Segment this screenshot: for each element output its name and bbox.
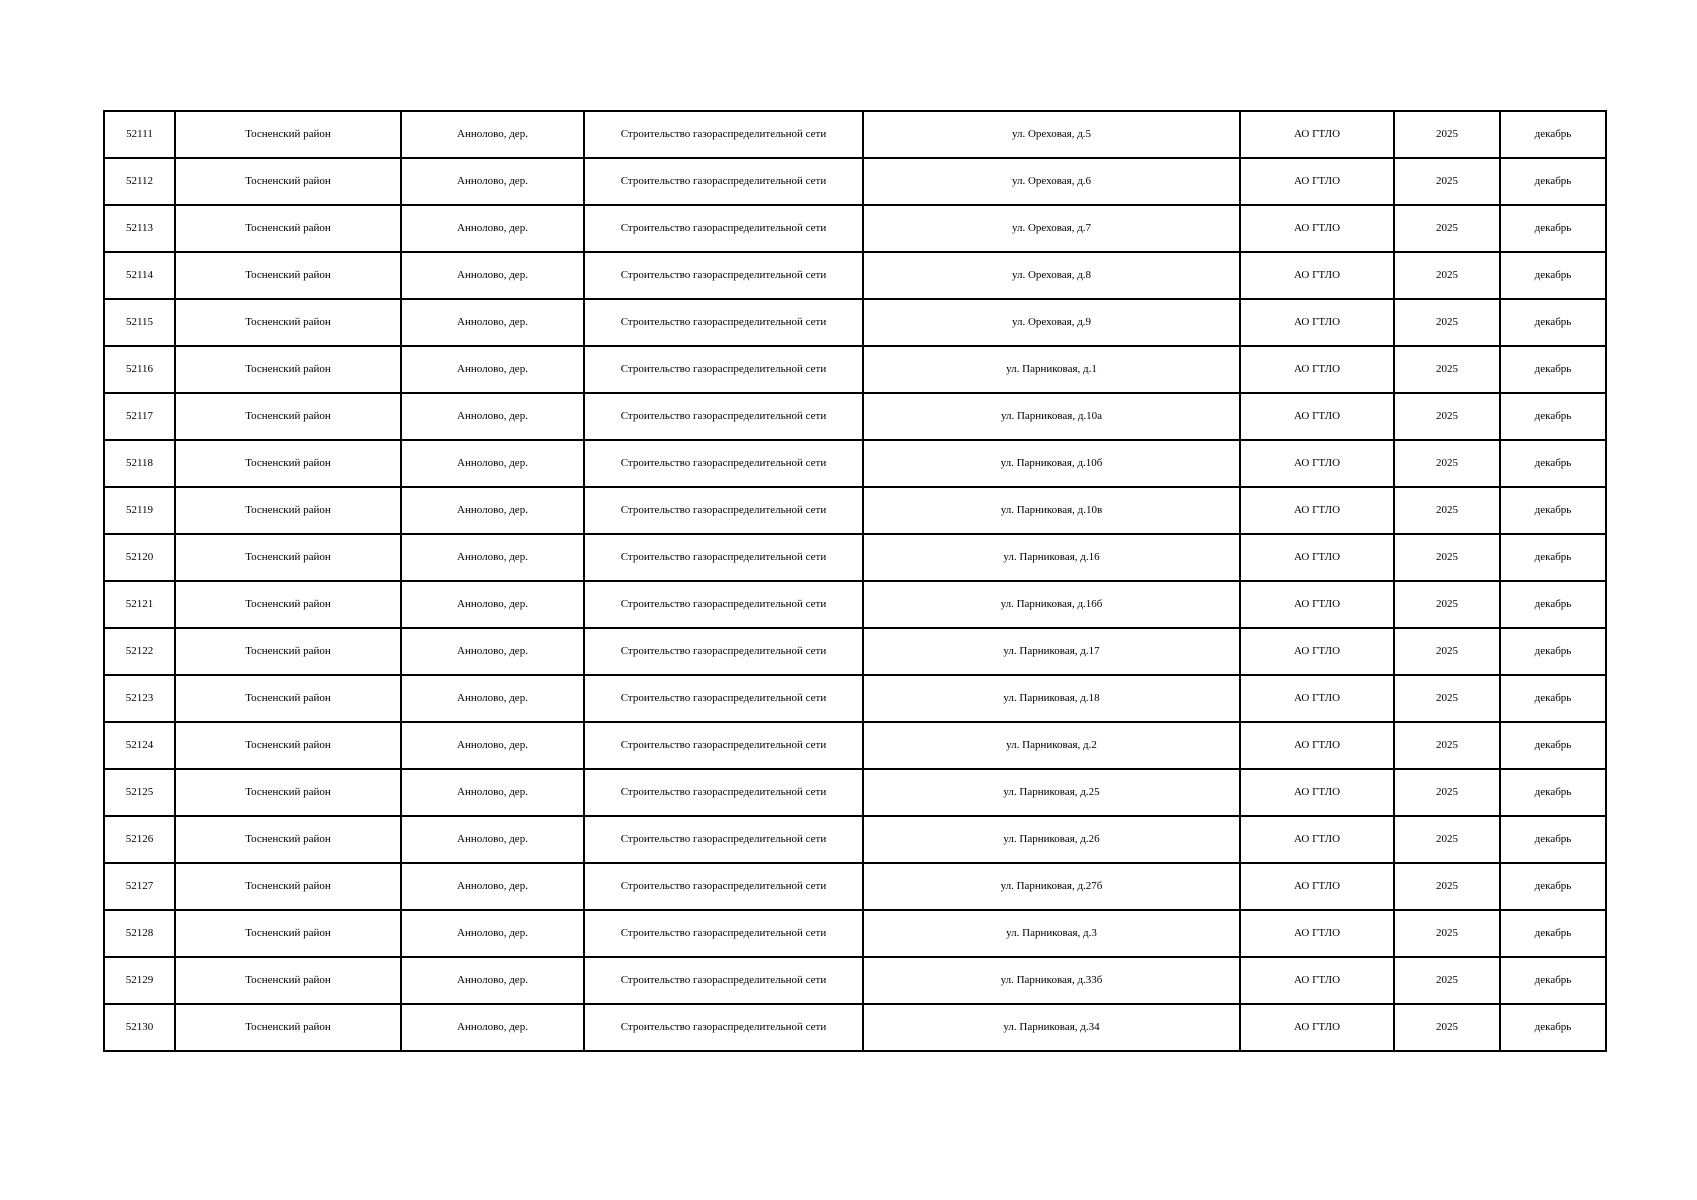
settlement-cell: Аннолово, дер. bbox=[401, 628, 584, 675]
district-cell: Тосненский район bbox=[175, 534, 401, 581]
settlement-cell: Аннолово, дер. bbox=[401, 440, 584, 487]
settlement-cell: Аннолово, дер. bbox=[401, 252, 584, 299]
organization-cell: АО ГТЛО bbox=[1240, 252, 1394, 299]
settlement-cell: Аннолово, дер. bbox=[401, 910, 584, 957]
district-cell: Тосненский район bbox=[175, 205, 401, 252]
work-type-cell: Строительство газораспределительной сети bbox=[584, 863, 863, 910]
month-cell: декабрь bbox=[1500, 299, 1606, 346]
year-cell: 2025 bbox=[1394, 722, 1500, 769]
year-cell: 2025 bbox=[1394, 440, 1500, 487]
address-cell: ул. Ореховая, д.7 bbox=[863, 205, 1240, 252]
work-type-cell: Строительство газораспределительной сети bbox=[584, 910, 863, 957]
settlement-cell: Аннолово, дер. bbox=[401, 675, 584, 722]
organization-cell: АО ГТЛО bbox=[1240, 205, 1394, 252]
table-row bbox=[104, 863, 1606, 910]
month-cell: декабрь bbox=[1500, 1004, 1606, 1051]
row-number-cell: 52125 bbox=[104, 769, 175, 816]
address-cell: ул. Парниковая, д.10а bbox=[863, 393, 1240, 440]
work-type-cell: Строительство газораспределительной сети bbox=[584, 346, 863, 393]
month-cell: декабрь bbox=[1500, 675, 1606, 722]
work-type-cell: Строительство газораспределительной сети bbox=[584, 581, 863, 628]
month-cell: декабрь bbox=[1500, 440, 1606, 487]
work-type-cell: Строительство газораспределительной сети bbox=[584, 957, 863, 1004]
address-cell: ул. Парниковая, д.27б bbox=[863, 863, 1240, 910]
row-number-cell: 52128 bbox=[104, 910, 175, 957]
organization-cell: АО ГТЛО bbox=[1240, 299, 1394, 346]
row-number-cell: 52114 bbox=[104, 252, 175, 299]
table-row bbox=[104, 299, 1606, 346]
month-cell: декабрь bbox=[1500, 722, 1606, 769]
address-cell: ул. Ореховая, д.5 bbox=[863, 111, 1240, 158]
organization-cell: АО ГТЛО bbox=[1240, 722, 1394, 769]
settlement-cell: Аннолово, дер. bbox=[401, 957, 584, 1004]
year-cell: 2025 bbox=[1394, 252, 1500, 299]
row-number-cell: 52124 bbox=[104, 722, 175, 769]
address-cell: ул. Парниковая, д.17 bbox=[863, 628, 1240, 675]
month-cell: декабрь bbox=[1500, 111, 1606, 158]
district-cell: Тосненский район bbox=[175, 487, 401, 534]
row-number-cell: 52121 bbox=[104, 581, 175, 628]
address-cell: ул. Парниковая, д.34 bbox=[863, 1004, 1240, 1051]
work-type-cell: Строительство газораспределительной сети bbox=[584, 111, 863, 158]
row-number-cell: 52118 bbox=[104, 440, 175, 487]
district-cell: Тосненский район bbox=[175, 816, 401, 863]
table-row bbox=[104, 393, 1606, 440]
month-cell: декабрь bbox=[1500, 957, 1606, 1004]
address-cell: ул. Парниковая, д.10в bbox=[863, 487, 1240, 534]
address-cell: ул. Парниковая, д.3 bbox=[863, 910, 1240, 957]
settlement-cell: Аннолово, дер. bbox=[401, 487, 584, 534]
settlement-cell: Аннолово, дер. bbox=[401, 158, 584, 205]
district-cell: Тосненский район bbox=[175, 581, 401, 628]
address-cell: ул. Ореховая, д.6 bbox=[863, 158, 1240, 205]
district-cell: Тосненский район bbox=[175, 299, 401, 346]
address-cell: ул. Парниковая, д.18 bbox=[863, 675, 1240, 722]
organization-cell: АО ГТЛО bbox=[1240, 487, 1394, 534]
table-row bbox=[104, 910, 1606, 957]
month-cell: декабрь bbox=[1500, 534, 1606, 581]
year-cell: 2025 bbox=[1394, 581, 1500, 628]
district-cell: Тосненский район bbox=[175, 957, 401, 1004]
year-cell: 2025 bbox=[1394, 675, 1500, 722]
row-number-cell: 52116 bbox=[104, 346, 175, 393]
gasification-schedule-table bbox=[103, 110, 1607, 1052]
district-cell: Тосненский район bbox=[175, 252, 401, 299]
district-cell: Тосненский район bbox=[175, 628, 401, 675]
year-cell: 2025 bbox=[1394, 769, 1500, 816]
district-cell: Тосненский район bbox=[175, 722, 401, 769]
row-number-cell: 52130 bbox=[104, 1004, 175, 1051]
month-cell: декабрь bbox=[1500, 346, 1606, 393]
year-cell: 2025 bbox=[1394, 863, 1500, 910]
work-type-cell: Строительство газораспределительной сети bbox=[584, 769, 863, 816]
month-cell: декабрь bbox=[1500, 863, 1606, 910]
organization-cell: АО ГТЛО bbox=[1240, 1004, 1394, 1051]
settlement-cell: Аннолово, дер. bbox=[401, 534, 584, 581]
organization-cell: АО ГТЛО bbox=[1240, 910, 1394, 957]
year-cell: 2025 bbox=[1394, 910, 1500, 957]
work-type-cell: Строительство газораспределительной сети bbox=[584, 205, 863, 252]
table-row bbox=[104, 816, 1606, 863]
organization-cell: АО ГТЛО bbox=[1240, 628, 1394, 675]
year-cell: 2025 bbox=[1394, 158, 1500, 205]
table-row bbox=[104, 158, 1606, 205]
settlement-cell: Аннолово, дер. bbox=[401, 816, 584, 863]
organization-cell: АО ГТЛО bbox=[1240, 534, 1394, 581]
settlement-cell: Аннолово, дер. bbox=[401, 111, 584, 158]
settlement-cell: Аннолово, дер. bbox=[401, 863, 584, 910]
district-cell: Тосненский район bbox=[175, 910, 401, 957]
table-row bbox=[104, 628, 1606, 675]
district-cell: Тосненский район bbox=[175, 769, 401, 816]
table-row bbox=[104, 252, 1606, 299]
settlement-cell: Аннолово, дер. bbox=[401, 722, 584, 769]
organization-cell: АО ГТЛО bbox=[1240, 346, 1394, 393]
settlement-cell: Аннолово, дер. bbox=[401, 205, 584, 252]
table-row bbox=[104, 111, 1606, 158]
work-type-cell: Строительство газораспределительной сети bbox=[584, 816, 863, 863]
month-cell: декабрь bbox=[1500, 487, 1606, 534]
month-cell: декабрь bbox=[1500, 628, 1606, 675]
table-row bbox=[104, 440, 1606, 487]
month-cell: декабрь bbox=[1500, 581, 1606, 628]
district-cell: Тосненский район bbox=[175, 158, 401, 205]
settlement-cell: Аннолово, дер. bbox=[401, 299, 584, 346]
year-cell: 2025 bbox=[1394, 1004, 1500, 1051]
row-number-cell: 52119 bbox=[104, 487, 175, 534]
work-type-cell: Строительство газораспределительной сети bbox=[584, 440, 863, 487]
district-cell: Тосненский район bbox=[175, 111, 401, 158]
organization-cell: АО ГТЛО bbox=[1240, 769, 1394, 816]
table-row bbox=[104, 1004, 1606, 1051]
address-cell: ул. Парниковая, д.26 bbox=[863, 816, 1240, 863]
year-cell: 2025 bbox=[1394, 205, 1500, 252]
organization-cell: АО ГТЛО bbox=[1240, 440, 1394, 487]
year-cell: 2025 bbox=[1394, 628, 1500, 675]
district-cell: Тосненский район bbox=[175, 393, 401, 440]
table-row bbox=[104, 581, 1606, 628]
organization-cell: АО ГТЛО bbox=[1240, 863, 1394, 910]
year-cell: 2025 bbox=[1394, 111, 1500, 158]
settlement-cell: Аннолово, дер. bbox=[401, 393, 584, 440]
work-type-cell: Строительство газораспределительной сети bbox=[584, 675, 863, 722]
row-number-cell: 52120 bbox=[104, 534, 175, 581]
work-type-cell: Строительство газораспределительной сети bbox=[584, 534, 863, 581]
work-type-cell: Строительство газораспределительной сети bbox=[584, 299, 863, 346]
district-cell: Тосненский район bbox=[175, 346, 401, 393]
district-cell: Тосненский район bbox=[175, 1004, 401, 1051]
organization-cell: АО ГТЛО bbox=[1240, 111, 1394, 158]
organization-cell: АО ГТЛО bbox=[1240, 816, 1394, 863]
month-cell: декабрь bbox=[1500, 910, 1606, 957]
year-cell: 2025 bbox=[1394, 299, 1500, 346]
settlement-cell: Аннолово, дер. bbox=[401, 1004, 584, 1051]
address-cell: ул. Парниковая, д.33б bbox=[863, 957, 1240, 1004]
row-number-cell: 52126 bbox=[104, 816, 175, 863]
row-number-cell: 52113 bbox=[104, 205, 175, 252]
table-row bbox=[104, 205, 1606, 252]
month-cell: декабрь bbox=[1500, 158, 1606, 205]
district-cell: Тосненский район bbox=[175, 440, 401, 487]
year-cell: 2025 bbox=[1394, 534, 1500, 581]
work-type-cell: Строительство газораспределительной сети bbox=[584, 628, 863, 675]
table-row bbox=[104, 722, 1606, 769]
year-cell: 2025 bbox=[1394, 393, 1500, 440]
table-body bbox=[104, 111, 1606, 1051]
table-row bbox=[104, 957, 1606, 1004]
row-number-cell: 52129 bbox=[104, 957, 175, 1004]
address-cell: ул. Ореховая, д.9 bbox=[863, 299, 1240, 346]
organization-cell: АО ГТЛО bbox=[1240, 957, 1394, 1004]
settlement-cell: Аннолово, дер. bbox=[401, 769, 584, 816]
work-type-cell: Строительство газораспределительной сети bbox=[584, 1004, 863, 1051]
row-number-cell: 52111 bbox=[104, 111, 175, 158]
row-number-cell: 52117 bbox=[104, 393, 175, 440]
settlement-cell: Аннолово, дер. bbox=[401, 581, 584, 628]
work-type-cell: Строительство газораспределительной сети bbox=[584, 158, 863, 205]
address-cell: ул. Парниковая, д.2 bbox=[863, 722, 1240, 769]
address-cell: ул. Парниковая, д.10б bbox=[863, 440, 1240, 487]
row-number-cell: 52112 bbox=[104, 158, 175, 205]
month-cell: декабрь bbox=[1500, 816, 1606, 863]
row-number-cell: 52115 bbox=[104, 299, 175, 346]
row-number-cell: 52127 bbox=[104, 863, 175, 910]
address-cell: ул. Парниковая, д.16б bbox=[863, 581, 1240, 628]
month-cell: декабрь bbox=[1500, 252, 1606, 299]
year-cell: 2025 bbox=[1394, 957, 1500, 1004]
table-row bbox=[104, 769, 1606, 816]
row-number-cell: 52122 bbox=[104, 628, 175, 675]
organization-cell: АО ГТЛО bbox=[1240, 675, 1394, 722]
settlement-cell: Аннолово, дер. bbox=[401, 346, 584, 393]
organization-cell: АО ГТЛО bbox=[1240, 581, 1394, 628]
month-cell: декабрь bbox=[1500, 205, 1606, 252]
address-cell: ул. Парниковая, д.16 bbox=[863, 534, 1240, 581]
year-cell: 2025 bbox=[1394, 346, 1500, 393]
address-cell: ул. Ореховая, д.8 bbox=[863, 252, 1240, 299]
district-cell: Тосненский район bbox=[175, 675, 401, 722]
month-cell: декабрь bbox=[1500, 769, 1606, 816]
district-cell: Тосненский район bbox=[175, 863, 401, 910]
address-cell: ул. Парниковая, д.1 bbox=[863, 346, 1240, 393]
year-cell: 2025 bbox=[1394, 816, 1500, 863]
work-type-cell: Строительство газораспределительной сети bbox=[584, 487, 863, 534]
work-type-cell: Строительство газораспределительной сети bbox=[584, 252, 863, 299]
table-row bbox=[104, 487, 1606, 534]
organization-cell: АО ГТЛО bbox=[1240, 393, 1394, 440]
row-number-cell: 52123 bbox=[104, 675, 175, 722]
table-row bbox=[104, 346, 1606, 393]
work-type-cell: Строительство газораспределительной сети bbox=[584, 722, 863, 769]
month-cell: декабрь bbox=[1500, 393, 1606, 440]
organization-cell: АО ГТЛО bbox=[1240, 158, 1394, 205]
year-cell: 2025 bbox=[1394, 487, 1500, 534]
address-cell: ул. Парниковая, д.25 bbox=[863, 769, 1240, 816]
table-row bbox=[104, 534, 1606, 581]
table-row bbox=[104, 675, 1606, 722]
work-type-cell: Строительство газораспределительной сети bbox=[584, 393, 863, 440]
